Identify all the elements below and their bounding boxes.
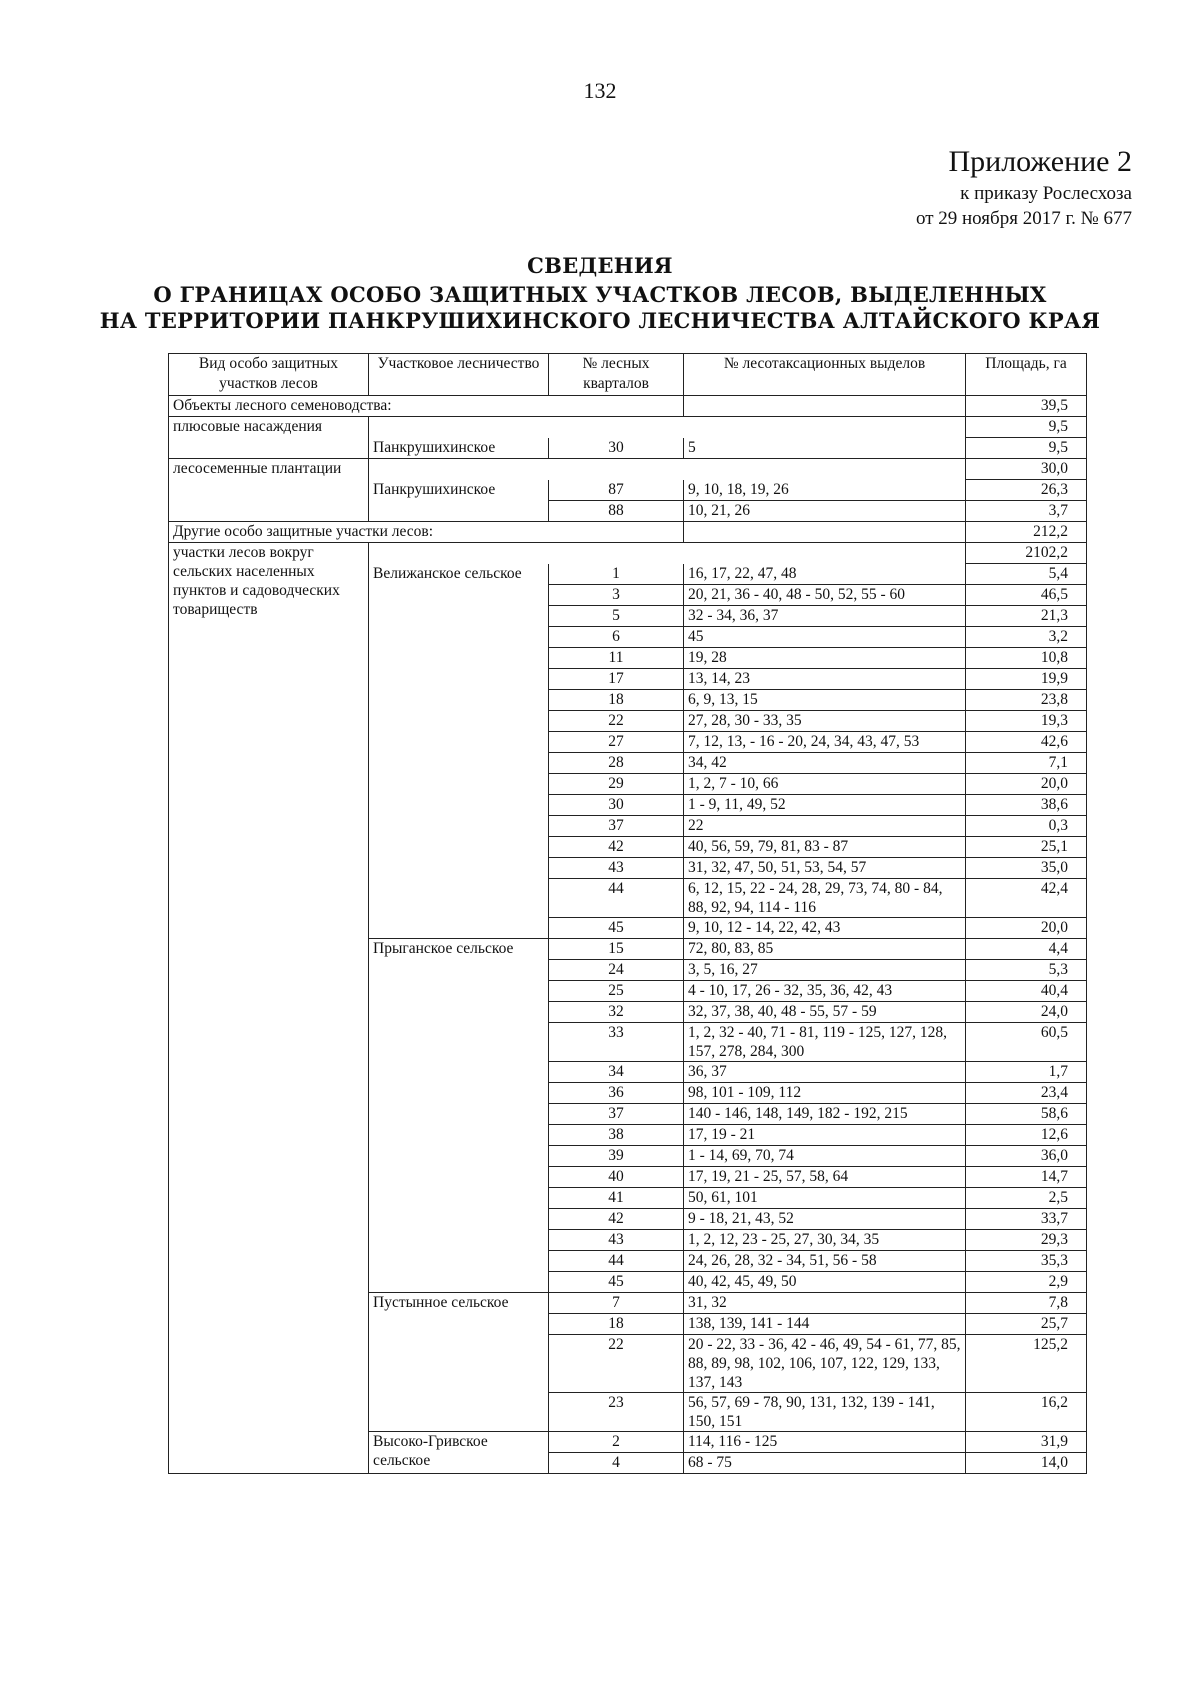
area-value: 35,0	[966, 858, 1087, 879]
section-numbers: 20 - 22, 33 - 36, 42 - 46, 49, 54 - 61, 77, 85, 88, 89, 98, 102, 106, 107, 122, 129, 133, 137, 143	[684, 1335, 966, 1393]
header-district: Участковое лесничество	[369, 354, 549, 396]
quarter-number: 43	[549, 858, 684, 879]
area-value: 46,5	[966, 585, 1087, 606]
section-numbers: 68 - 75	[684, 1453, 966, 1474]
area-value: 4,4	[966, 939, 1087, 960]
area-value: 14,7	[966, 1167, 1087, 1188]
district-velizhanskoe: Велижанское сельское	[369, 564, 549, 939]
category-row	[169, 543, 1087, 564]
quarter-number: 5	[549, 606, 684, 627]
area-value: 19,3	[966, 711, 1087, 732]
area-value: 21,3	[966, 606, 1087, 627]
section-numbers: 98, 101 - 109, 112	[684, 1083, 966, 1104]
area-value: 20,0	[966, 774, 1087, 795]
area-value: 58,6	[966, 1104, 1087, 1125]
district-pryganskoe: Прыганское сельское	[369, 939, 549, 1293]
section-numbers: 1 - 14, 69, 70, 74	[684, 1146, 966, 1167]
district-vysoko-grivskoe: Высоко-Гривское сельское	[369, 1432, 549, 1474]
category-label: плюсовые насаждения	[169, 417, 369, 459]
area-value: 16,2	[966, 1393, 1087, 1432]
section-numbers: 1 - 9, 11, 49, 52	[684, 795, 966, 816]
area-value: 10,8	[966, 648, 1087, 669]
quarter-number: 6	[549, 627, 684, 648]
section-numbers: 72, 80, 83, 85	[684, 939, 966, 960]
quarter-number: 27	[549, 732, 684, 753]
area-value: 31,9	[966, 1432, 1087, 1453]
section-numbers: 50, 61, 101	[684, 1188, 966, 1209]
section-numbers: 17, 19 - 21	[684, 1125, 966, 1146]
area-value: 5,3	[966, 960, 1087, 981]
quarter-number: 37	[549, 816, 684, 837]
annex-order-reference: к приказу Рослесхоза	[960, 183, 1132, 204]
section-numbers: 31, 32	[684, 1293, 966, 1314]
quarter-number: 7	[549, 1293, 684, 1314]
section-numbers: 19, 28	[684, 648, 966, 669]
quarter-number: 3	[549, 585, 684, 606]
quarter-number: 39	[549, 1146, 684, 1167]
section-numbers: 1, 2, 7 - 10, 66	[684, 774, 966, 795]
area-value: 7,1	[966, 753, 1087, 774]
area-value: 38,6	[966, 795, 1087, 816]
section-numbers: 22	[684, 816, 966, 837]
area-value: 36,0	[966, 1146, 1087, 1167]
quarter-number: 4	[549, 1453, 684, 1474]
area-value: 60,5	[966, 1023, 1087, 1062]
section-area: 39,5	[966, 396, 1087, 417]
quarter-number: 30	[549, 438, 684, 459]
section-label: Объекты лесного семеноводства:	[169, 396, 684, 417]
doc-heading-line-1: СВЕДЕНИЯ	[527, 253, 673, 278]
quarter-number: 34	[549, 1062, 684, 1083]
quarter-number: 36	[549, 1083, 684, 1104]
area-value: 2,5	[966, 1188, 1087, 1209]
district-name: Панкрушихинское	[369, 438, 549, 459]
quarter-number: 42	[549, 1209, 684, 1230]
section-numbers: 7, 12, 13, - 16 - 20, 24, 34, 43, 47, 53	[684, 732, 966, 753]
area-value: 26,3	[966, 480, 1087, 501]
quarter-number: 24	[549, 960, 684, 981]
category-row	[169, 417, 1087, 438]
section-numbers: 9 - 18, 21, 43, 52	[684, 1209, 966, 1230]
quarter-number: 18	[549, 690, 684, 711]
header-quarters: № лесных кварталов	[549, 354, 684, 396]
quarter-number: 2	[549, 1432, 684, 1453]
quarter-number: 28	[549, 753, 684, 774]
quarter-number: 88	[549, 501, 684, 522]
quarter-number: 29	[549, 774, 684, 795]
quarter-number: 32	[549, 1002, 684, 1023]
area-value: 29,3	[966, 1230, 1087, 1251]
table-header-row	[169, 354, 1087, 396]
quarter-number: 33	[549, 1023, 684, 1062]
area-value: 25,1	[966, 837, 1087, 858]
annex-title: Приложение 2	[948, 145, 1132, 178]
area-value: 35,3	[966, 1251, 1087, 1272]
section-row	[169, 522, 1087, 543]
doc-heading-line-2: О ГРАНИЦАХ ОСОБО ЗАЩИТНЫХ УЧАСТКОВ ЛЕСОВ, ВЫДЕЛЕННЫХ	[153, 282, 1047, 307]
section-numbers: 40, 42, 45, 49, 50	[684, 1272, 966, 1293]
area-value: 12,6	[966, 1125, 1087, 1146]
section-numbers: 138, 139, 141 - 144	[684, 1314, 966, 1335]
area-value: 19,9	[966, 669, 1087, 690]
section-numbers: 5	[684, 438, 966, 459]
section-numbers: 6, 9, 13, 15	[684, 690, 966, 711]
quarter-number: 22	[549, 1335, 684, 1393]
section-numbers: 6, 12, 15, 22 - 24, 28, 29, 73, 74, 80 - 84, 88, 92, 94, 114 - 116	[684, 879, 966, 918]
category-label: лесосеменные плантации	[169, 459, 369, 522]
section-numbers: 32, 37, 38, 40, 48 - 55, 57 - 59	[684, 1002, 966, 1023]
section-area: 212,2	[966, 522, 1087, 543]
area-value: 3,2	[966, 627, 1087, 648]
quarter-number: 40	[549, 1167, 684, 1188]
quarter-number: 41	[549, 1188, 684, 1209]
area-value: 42,4	[966, 879, 1087, 918]
category-row	[169, 459, 1087, 480]
area-value: 1,7	[966, 1062, 1087, 1083]
quarter-number: 43	[549, 1230, 684, 1251]
section-numbers: 17, 19, 21 - 25, 57, 58, 64	[684, 1167, 966, 1188]
table-cell	[684, 396, 966, 417]
area-value: 23,4	[966, 1083, 1087, 1104]
section-numbers: 34, 42	[684, 753, 966, 774]
section-row	[169, 396, 1087, 417]
quarter-number: 17	[549, 669, 684, 690]
table-cell	[369, 417, 966, 438]
area-value: 33,7	[966, 1209, 1087, 1230]
quarter-number: 23	[549, 1393, 684, 1432]
section-numbers: 13, 14, 23	[684, 669, 966, 690]
category-total: 30,0	[966, 459, 1087, 480]
district-pustynnoe: Пустынное сельское	[369, 1293, 549, 1432]
quarter-number: 25	[549, 981, 684, 1002]
quarter-number: 87	[549, 480, 684, 501]
section-numbers: 1, 2, 12, 23 - 25, 27, 30, 34, 35	[684, 1230, 966, 1251]
section-numbers: 9, 10, 18, 19, 26	[684, 480, 966, 501]
area-value: 40,4	[966, 981, 1087, 1002]
section-numbers: 1, 2, 32 - 40, 71 - 81, 119 - 125, 127, 128, 157, 278, 284, 300	[684, 1023, 966, 1062]
table-cell	[369, 459, 966, 480]
area-value: 0,3	[966, 816, 1087, 837]
area-value: 20,0	[966, 918, 1087, 939]
section-numbers: 56, 57, 69 - 78, 90, 131, 132, 139 - 141, 150, 151	[684, 1393, 966, 1432]
section-label: Другие особо защитные участки лесов:	[169, 522, 684, 543]
section-numbers: 10, 21, 26	[684, 501, 966, 522]
section-numbers: 36, 37	[684, 1062, 966, 1083]
section-numbers: 32 - 34, 36, 37	[684, 606, 966, 627]
quarter-number: 44	[549, 879, 684, 918]
quarter-number: 30	[549, 795, 684, 816]
table-cell	[369, 543, 966, 564]
section-numbers: 20, 21, 36 - 40, 48 - 50, 52, 55 - 60	[684, 585, 966, 606]
category-total: 9,5	[966, 417, 1087, 438]
quarter-number: 44	[549, 1251, 684, 1272]
section-numbers: 27, 28, 30 - 33, 35	[684, 711, 966, 732]
quarter-number: 15	[549, 939, 684, 960]
header-area: Площадь, га	[966, 354, 1087, 396]
section-numbers: 140 - 146, 148, 149, 182 - 192, 215	[684, 1104, 966, 1125]
area-value: 2,9	[966, 1272, 1087, 1293]
area-value: 25,7	[966, 1314, 1087, 1335]
section-numbers: 4 - 10, 17, 26 - 32, 35, 36, 42, 43	[684, 981, 966, 1002]
section-numbers: 40, 56, 59, 79, 81, 83 - 87	[684, 837, 966, 858]
area-value: 7,8	[966, 1293, 1087, 1314]
quarter-number: 1	[549, 564, 684, 585]
section-numbers: 31, 32, 47, 50, 51, 53, 54, 57	[684, 858, 966, 879]
table-cell	[684, 522, 966, 543]
section-numbers: 9, 10, 12 - 14, 22, 42, 43	[684, 918, 966, 939]
area-value: 42,6	[966, 732, 1087, 753]
area-value: 14,0	[966, 1453, 1087, 1474]
area-value: 125,2	[966, 1335, 1087, 1393]
section-numbers: 3, 5, 16, 27	[684, 960, 966, 981]
section-numbers: 114, 116 - 125	[684, 1432, 966, 1453]
quarter-number: 22	[549, 711, 684, 732]
section-numbers: 45	[684, 627, 966, 648]
quarter-number: 11	[549, 648, 684, 669]
forest-plots-table	[168, 353, 1087, 1474]
section-numbers: 16, 17, 22, 47, 48	[684, 564, 966, 585]
header-sections: № лесотаксационных выделов	[684, 354, 966, 396]
annex-order-date: от 29 ноября 2017 г. № 677	[915, 208, 1132, 229]
category-label: участки лесов вокруг сельских населенных пунктов и садоводческих товариществ	[169, 543, 369, 1474]
area-value: 9,5	[966, 438, 1087, 459]
area-value: 3,7	[966, 501, 1087, 522]
area-value: 5,4	[966, 564, 1087, 585]
quarter-number: 18	[549, 1314, 684, 1335]
header-type: Вид особо защитных участков лесов	[169, 354, 369, 396]
doc-heading-line-3: НА ТЕРРИТОРИИ ПАНКРУШИХИНСКОГО ЛЕСНИЧЕСТВА АЛТАЙСКОГО КРАЯ	[99, 308, 1101, 333]
quarter-number: 38	[549, 1125, 684, 1146]
quarter-number: 42	[549, 837, 684, 858]
area-value: 24,0	[966, 1002, 1087, 1023]
quarter-number: 45	[549, 1272, 684, 1293]
category-total: 2102,2	[966, 543, 1087, 564]
quarter-number: 37	[549, 1104, 684, 1125]
district-name: Панкрушихинское	[369, 480, 549, 522]
quarter-number: 45	[549, 918, 684, 939]
area-value: 23,8	[966, 690, 1087, 711]
page-number: 132	[583, 78, 617, 103]
section-numbers: 24, 26, 28, 32 - 34, 51, 56 - 58	[684, 1251, 966, 1272]
